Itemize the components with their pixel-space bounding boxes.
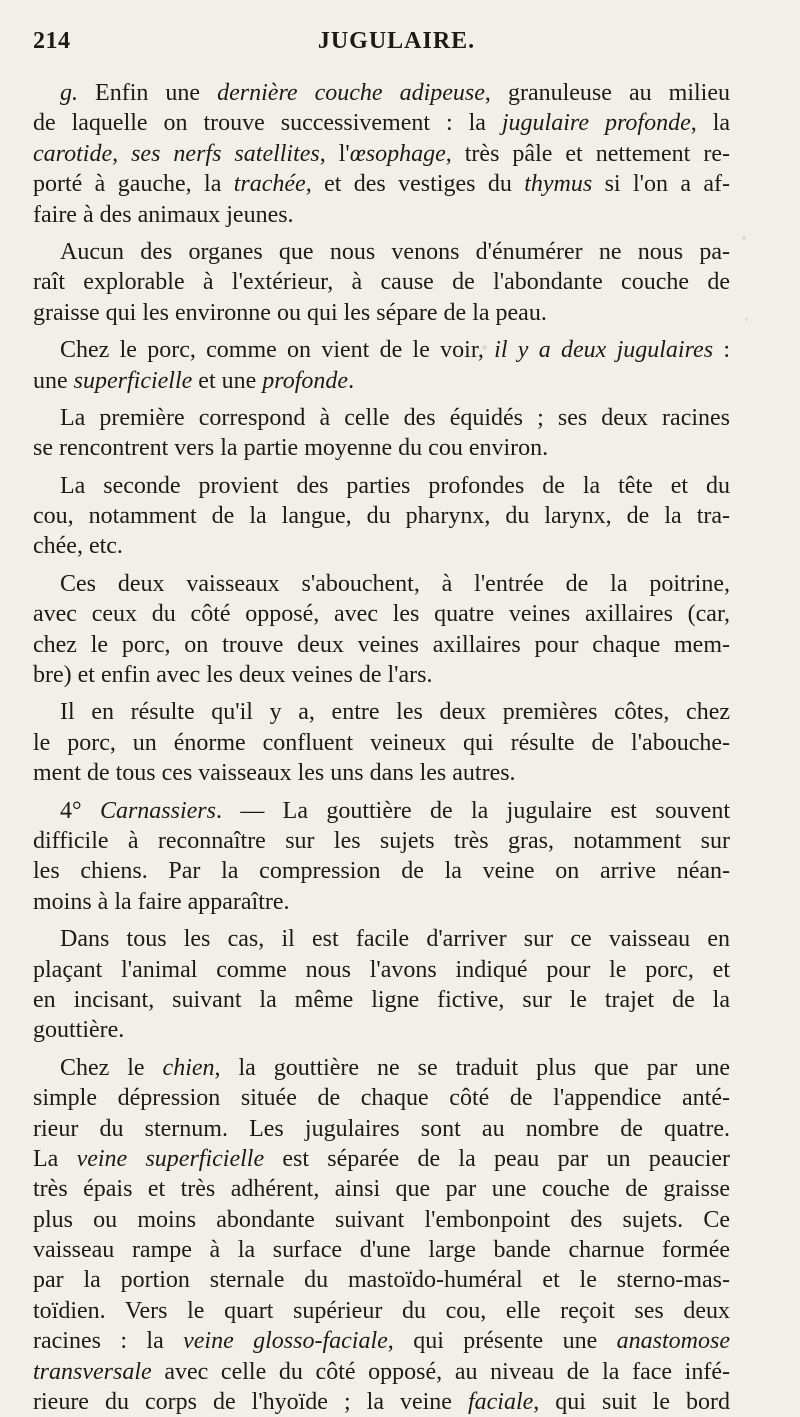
paragraph-gap — [33, 464, 730, 471]
section-number: 4° — [60, 797, 100, 824]
italic-term: transversale — [33, 1358, 152, 1385]
paragraph-gap — [33, 1046, 730, 1053]
running-head — [33, 28, 760, 64]
text-line: difficile à reconnaître sur les sujets très gras, notamment sur — [33, 827, 730, 854]
paragraph — [33, 471, 730, 562]
italic-term: chien — [162, 1054, 215, 1081]
text-run: . — La gouttière de la jugulaire est souvent — [215, 797, 730, 824]
italic-term: jugulaire profonde — [501, 110, 691, 137]
text-run: , qui présente une — [387, 1328, 617, 1355]
text-line: Ces deux vaisseaux s'abouchent, à l'entrée de la poitrine, — [60, 570, 730, 597]
text-line: ment de tous ces vaisseaux les uns dans les autres. — [33, 760, 516, 787]
paragraph — [33, 924, 730, 1046]
text-line: chez le porc, on trouve deux veines axillaires pour chaque mem- — [33, 631, 730, 658]
text-run: porté à gauche, la — [33, 171, 234, 198]
text-run: : — [713, 337, 730, 364]
text-run: La — [33, 1145, 77, 1172]
text-line: le porc, un énorme confluent veineux qui résulte de l'abouche- — [33, 729, 730, 756]
text-line: La seconde provient des parties profondes de la tête et du — [60, 472, 730, 499]
text-line: très épais et très adhérent, ainsi que par une couche de graisse — [33, 1176, 730, 1203]
text-run: , très pâle et nettement re- — [445, 140, 730, 167]
text-run: , et des vestiges du — [305, 171, 525, 198]
text-run: Enfin une — [78, 80, 218, 106]
page-number: 214 — [33, 28, 71, 54]
italic-term: carotide, ses nerfs satellites — [33, 140, 320, 167]
paragraph — [33, 335, 730, 396]
text-run: de laquelle on trouve successivement : la — [33, 110, 502, 137]
text-line: chée, etc. — [33, 533, 123, 560]
text-line: raît explorable à l'extérieur, à cause de l'abondante couche de — [33, 269, 730, 296]
text-line: avec ceux du côté opposé, avec les quatre veines axillaires (car, — [33, 601, 730, 628]
italic-term: il y a deux jugulaires — [494, 337, 714, 364]
body-text — [33, 78, 730, 1417]
text-line — [33, 1326, 730, 1356]
paragraph — [33, 569, 730, 691]
text-line: rieur du sternum. Les jugulaires sont au nombre de quatre. — [33, 1115, 730, 1142]
text-line: bre) et enfin avec les deux veines de l'ars. — [33, 662, 433, 689]
paragraph-gap — [33, 562, 730, 569]
paragraph-gap — [33, 917, 730, 924]
paragraph — [33, 403, 730, 464]
text-run: , la gouttière ne se traduit plus que par une — [214, 1054, 730, 1081]
ink-speck — [742, 236, 746, 240]
text-line — [33, 1053, 730, 1083]
text-run: , la — [690, 110, 730, 137]
text-line — [33, 169, 730, 199]
text-line — [33, 1387, 730, 1417]
text-line: plus ou moins abondante suivant l'embonpoint des sujets. Ce — [33, 1206, 730, 1233]
text-line — [33, 1357, 730, 1387]
text-run: Chez le — [60, 1054, 163, 1081]
paragraph — [33, 237, 730, 328]
italic-term: œsophage — [349, 140, 446, 167]
list-marker: g. — [60, 80, 78, 106]
text-line: les chiens. Par la compression de la veine on arrive néan- — [33, 858, 730, 885]
text-run: une — [33, 367, 74, 394]
paragraph-gap — [33, 789, 730, 796]
text-run: est séparée de la peau par un peaucier — [264, 1145, 730, 1172]
italic-term: trachée — [233, 171, 306, 198]
text-run: , l' — [319, 140, 350, 167]
italic-term: veine glosso-faciale — [183, 1328, 388, 1355]
text-run: . — [348, 367, 355, 394]
text-line: Dans tous les cas, il est facile d'arriver sur ce vaisseau en — [60, 926, 730, 953]
text-run: racines : la — [33, 1328, 184, 1355]
text-line — [33, 78, 730, 108]
text-run: et une — [192, 367, 263, 394]
text-line — [33, 366, 730, 396]
italic-term: veine superficielle — [76, 1145, 265, 1172]
paragraph — [33, 796, 730, 918]
text-run: si l'on a af- — [592, 171, 730, 198]
italic-term: anastomose — [616, 1328, 730, 1355]
text-line: graisse qui les environne ou qui les sépare de la peau. — [33, 299, 547, 326]
text-line: cou, notamment de la langue, du pharynx, du larynx, de la tra- — [33, 503, 730, 530]
text-line: toïdien. Vers le quart supérieur du cou, elle reçoit ses deux — [33, 1297, 730, 1324]
text-run: avec celle du côté opposé, au niveau de la face infé- — [151, 1358, 730, 1385]
paragraph-gap — [33, 690, 730, 697]
text-line: Il en résulte qu'il y a, entre les deux premières côtes, chez — [60, 699, 730, 726]
text-run: , granuleuse au milieu — [484, 80, 730, 106]
text-line: par la portion sternale du mastoïdo-huméral et le sterno-mas- — [33, 1267, 730, 1294]
text-line: faire à des animaux jeunes. — [33, 201, 294, 228]
text-line: Aucun des organes que nous venons d'énumérer ne nous pa- — [60, 238, 730, 265]
section-heading: Carnassiers — [99, 797, 216, 824]
text-line: simple dépression située de chaque côté de l'appendice anté- — [33, 1085, 730, 1112]
text-line: se rencontrent vers la partie moyenne du cou environ. — [33, 435, 549, 462]
paragraph — [33, 1053, 730, 1417]
italic-term: faciale — [467, 1389, 534, 1416]
text-line: moins à la faire apparaître. — [33, 888, 290, 915]
text-line: en incisant, suivant la même ligne fictive, sur le trajet de la — [33, 986, 730, 1013]
text-line — [33, 139, 730, 169]
text-line: La première correspond à celle des équidés ; ses deux racines — [60, 404, 730, 431]
italic-term: dernière couche adipeuse — [217, 80, 485, 106]
paragraph-gap — [33, 328, 730, 335]
text-run: , qui suit le bord — [533, 1389, 730, 1416]
italic-term: thymus — [524, 171, 593, 198]
text-line: plaçant l'animal comme nous l'avons indiqué pour le porc, et — [33, 956, 730, 983]
text-line: vaisseau rampe à la surface d'une large bande charnue formée — [33, 1237, 730, 1264]
italic-term: profonde — [262, 367, 349, 394]
page-title: JUGULAIRE. — [317, 28, 476, 54]
paragraph-gap — [33, 230, 730, 237]
text-line — [33, 108, 730, 138]
paragraph — [33, 78, 730, 230]
text-line — [33, 796, 730, 826]
italic-term: superficielle — [73, 367, 193, 394]
text-run: rieure du corps de l'hyoïde ; la veine — [33, 1389, 468, 1416]
paragraph — [33, 697, 730, 788]
paragraph-gap — [33, 396, 730, 403]
text-line: gouttière. — [33, 1017, 125, 1044]
text-line — [33, 335, 730, 365]
text-run: Chez le porc, comme on vient de le voir, — [60, 337, 495, 364]
text-line — [33, 1144, 730, 1174]
ink-speck — [745, 318, 748, 321]
